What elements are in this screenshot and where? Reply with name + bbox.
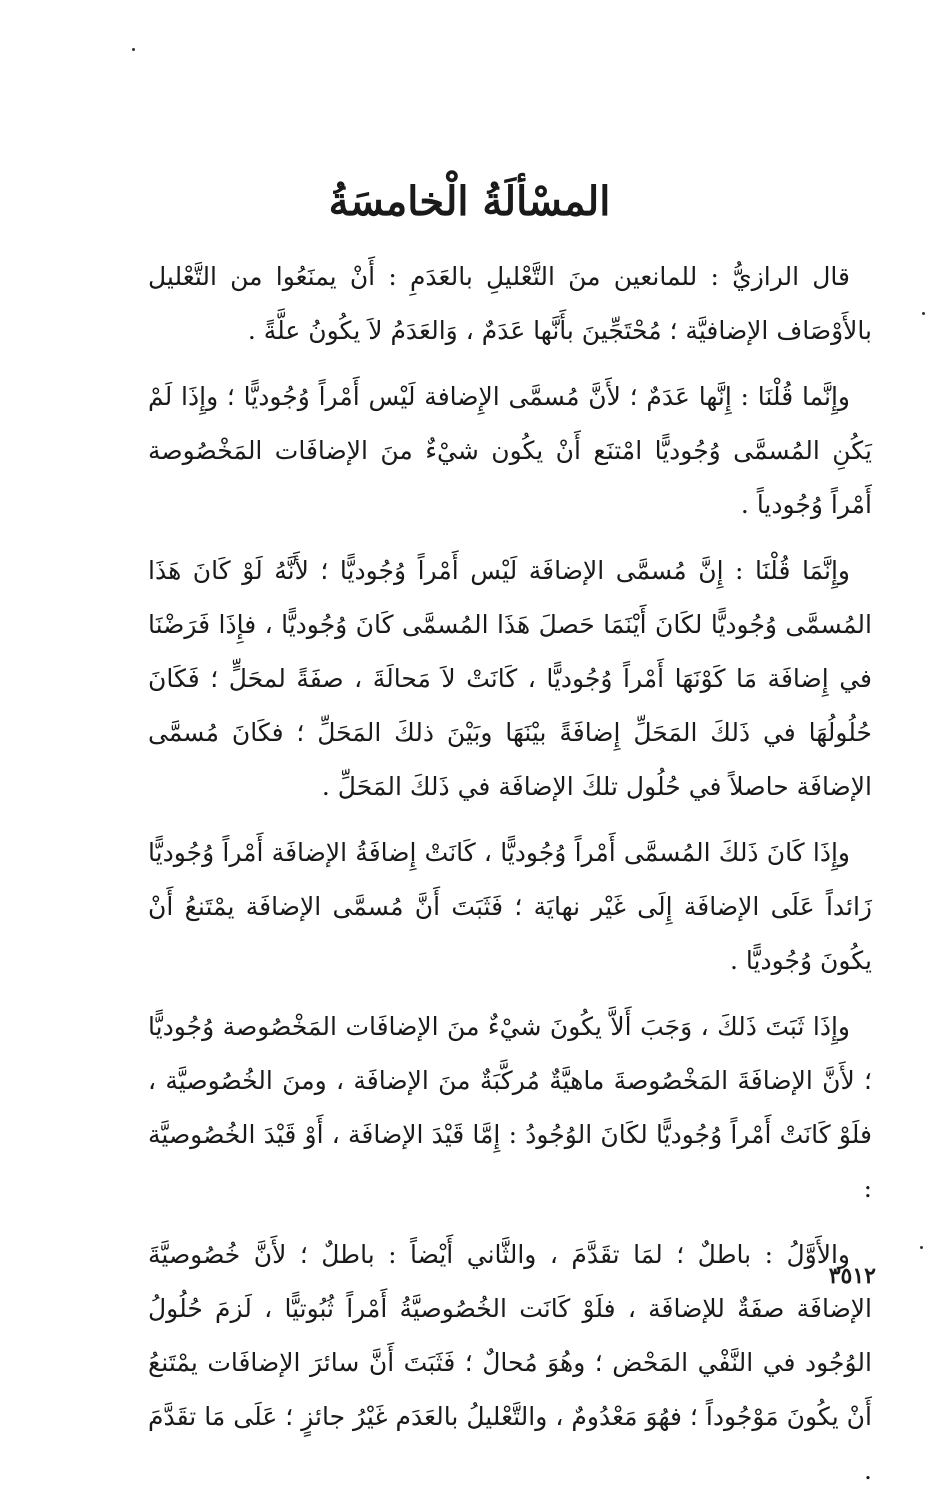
scan-speck bbox=[920, 1246, 923, 1249]
scan-speck bbox=[132, 48, 135, 51]
paragraph-3: وإِنَّمَا قُلْنَا : إِنَّ مُسمَّى الإضافَة لَيْس أَمْراً وُجُوديًّا ؛ لأَنَّهُ لَوْ كَانَ هَذَا المُسمَّى وُجُوديًّا لكَانَ أَيْنَمَا حَصلَ هَذَا المُسمَّى كَانَ وُجُوديًّا ، فإِذَا فَرَضْنَا في إِضافَة مَا كَوْنَهَا أَمْراً وُجُوديًّا ، كَانَتْ لاَ مَحالَةَ ، صفَةً لمحَلٍّ ؛ فَكَانَ حُلُولُهَا في ذَلكَ المَحَلِّ إِضافَةً بيْنَهَا وبَيْنَ ذلكَ المَحَلِّ ؛ فكَانَ مُسمَّى الإضافَة حاصلاً في حُلُول تلكَ الإضافَة في ذَلكَ المَحَلِّ . bbox=[148, 556, 872, 801]
paragraph-6: والأَوَّلُ : باطلٌ ؛ لمَا تقَدَّمَ ، والثَّاني أَيْضاً : باطلٌ ؛ لأَنَّ خُصُوصيَّةَ الإضافَة صفَةٌ للإضافَة ، فلَوْ كَانَت الخُصُوصيَّةُ أَمْراً ثُبُوتيًّا ، لَزمَ حُلُولُ الوُجُود في النَّفْي المَحْض ؛ وهُوَ مُحالٌ ؛ فَثَبَتَ أَنَّ سائرَ الإضافَات يمْتَنعُ أَنْ يكُونَ مَوْجُوداً ؛ فهُوَ مَعْدُومٌ ، والتَّعْليلُ بالعَدَم غَيْرُ جائزٍ ؛ عَلَى مَا تقَدَّمَ . bbox=[148, 1240, 872, 1485]
paragraph-1: قال الرازيُّ : للمانعين منَ التَّعْليلِ بالعَدَمِ : أَنْ يمنَعُوا من التَّعْليل بالأَوْصَاف الإضافيَّة ؛ مُحْتَجِّينَ بأَنَّها عَدَمٌ ، وَالعَدَمُ لاَ يكُونُ علَّةً . bbox=[148, 262, 872, 345]
page-number: ٣٥١٢ bbox=[828, 1263, 876, 1289]
section-title: المسْألَةُ الْخامسَةُ bbox=[328, 178, 611, 225]
paragraph-2: وإِنَّما قُلْنَا : إِنَّها عَدَمٌ ؛ لأَنَّ مُسمَّى الإِضافة لَيْس أَمْراً وُجُوديًّا ؛ وإِذَا لَمْ يَكُنِ المُسمَّى وُجُوديًّا امْتنَع أَنْ يكُون شيْءٌ منَ الإضافَات المَخْصُوصة أَمْراً وُجُودياً . bbox=[148, 382, 872, 519]
body-text bbox=[148, 250, 872, 1510]
paragraph-4: وإِذَا كَانَ ذَلكَ المُسمَّى أَمْراً وُجُوديًّا ، كَانَتْ إِضافَةُ الإضافَة أَمْراً وُجُوديًّا زَائداً عَلَى الإضافَة إِلَى غَيْر نهايَة ؛ فَثَبَتَ أَنَّ مُسمَّى الإضافَة يمْتَنعُ أَنْ يكُونَ وُجُوديًّا . bbox=[148, 838, 872, 975]
scan-speck bbox=[922, 312, 925, 315]
paragraph-5: وإِذَا ثَبَتَ ذَلكَ ، وَجَبَ أَلاَّ يكُونَ شيْءٌ منَ الإضافَات المَخْصُوصة وُجُوديًّا ؛ لأَنَّ الإضافَةَ المَخْصُوصةَ ماهيَّةٌ مُركَّبَةٌ منَ الإضافَة ، ومنَ الخُصُوصيَّة ، فلَوْ كَانَتْ أَمْراً وُجُوديًّا لكَانَ الوُجُودُ : إِمَّا قَيْدَ الإضافَة ، أَوْ قَيْدَ الخُصُوصيَّة : bbox=[148, 1012, 872, 1203]
